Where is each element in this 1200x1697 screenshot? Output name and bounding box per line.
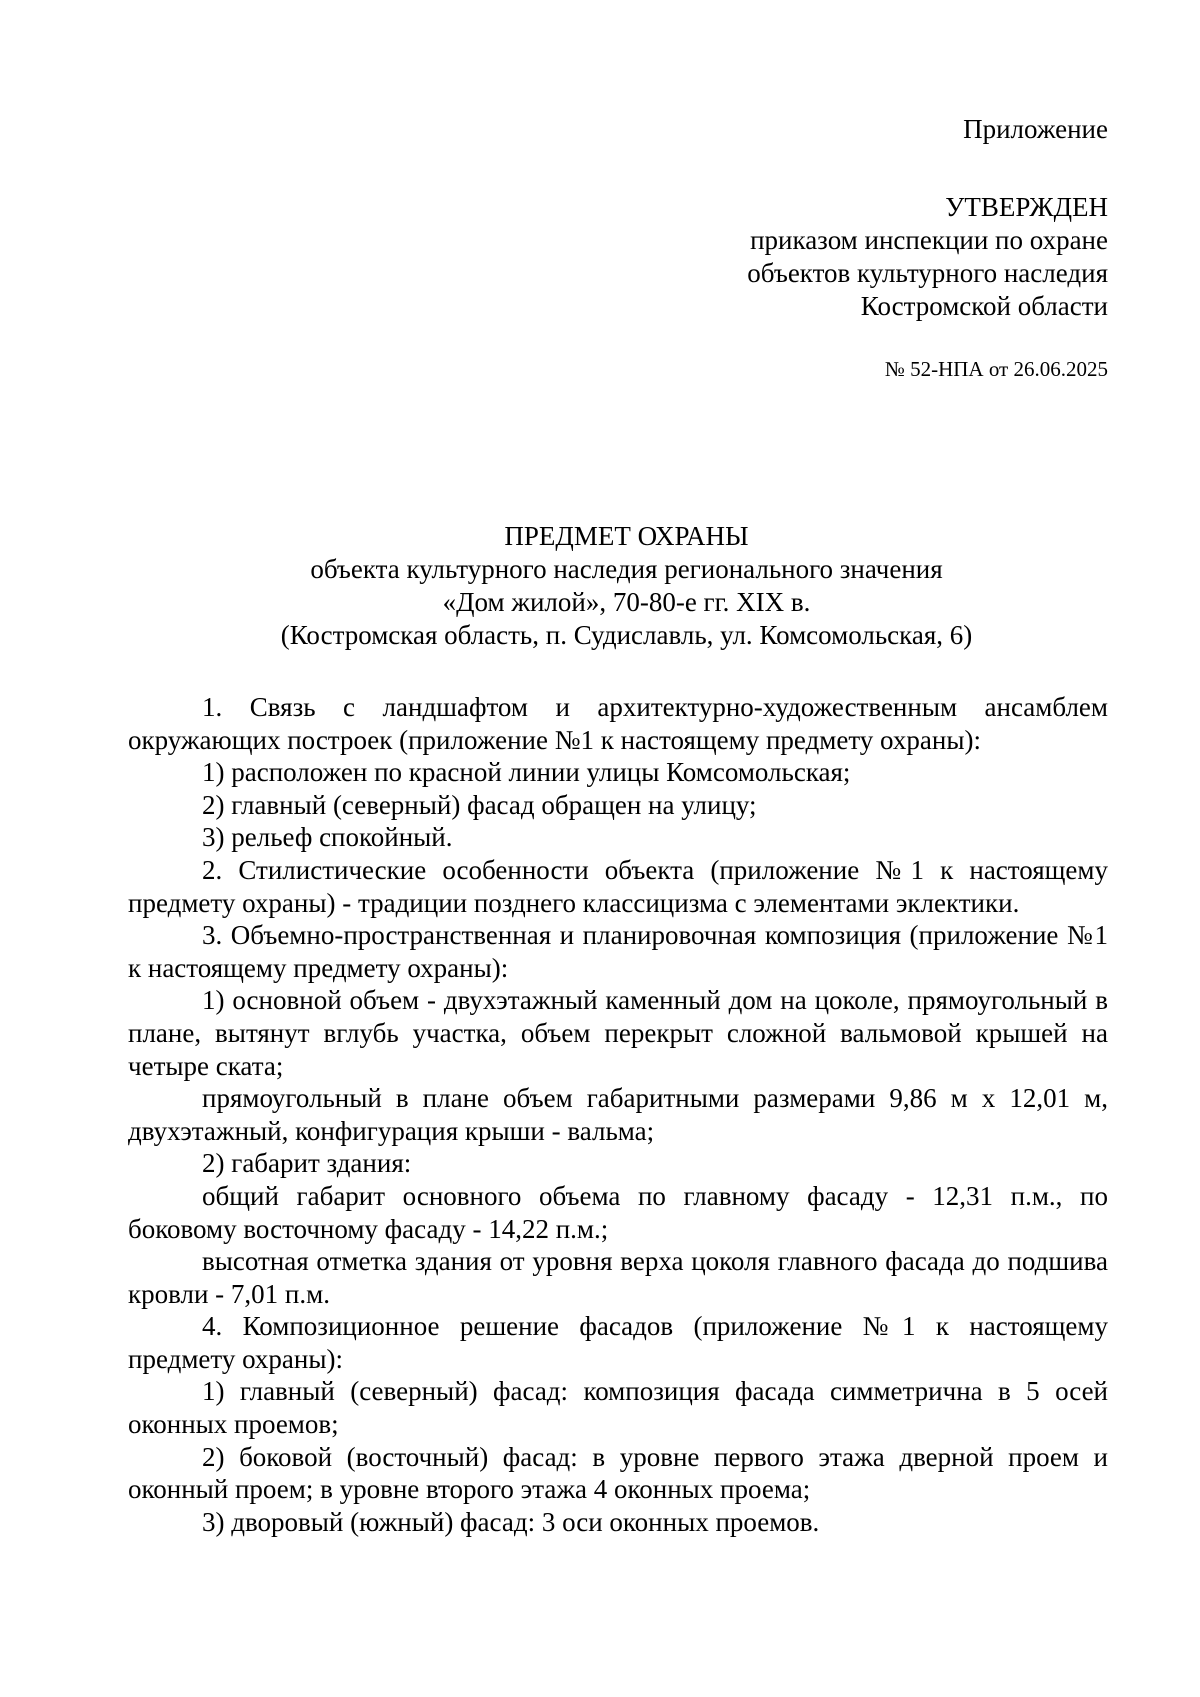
paragraph: высотная отметка здания от уровня верха цоколя главного фасада до подшива кровли - 7,01 п.м.	[128, 1246, 1108, 1309]
paragraph: 4. Композиционное решение фасадов (приложение №1 к настоящему предмету охраны):	[128, 1311, 1108, 1374]
paragraph: 1. Связь с ландшафтом и архитектурно-художественным ансамблем окружающих построек (приложение №1 к настоящему предмету охраны):	[128, 692, 1108, 755]
paragraph: 2) главный (северный) фасад обращен на улицу;	[202, 789, 757, 820]
document-title: ПРЕДМЕТ ОХРАНЫ	[504, 521, 749, 551]
approved-line: объектов культурного наследия	[747, 258, 1108, 288]
paragraph: 1) основной объем - двухэтажный каменный дом на цоколе, прямоугольный в плане, вытянут вглубь участка, объем перекрыт сложной вальмовой крышей на четыре ската;	[128, 985, 1108, 1081]
title-line: «Дом жилой», 70-80-е гг. XIX в.	[442, 587, 811, 617]
approved-line: приказом инспекции по охране	[750, 225, 1108, 255]
appendix-label: Приложение	[963, 114, 1108, 144]
paragraph: 3. Объемно-пространственная и планировочная композиция (приложение №1 к настоящему предмету охраны):	[128, 920, 1108, 983]
document-body	[128, 691, 1108, 1538]
paragraph: 2) габарит здания:	[202, 1148, 412, 1179]
order-number: № 52-НПА от 26.06.2025	[884, 357, 1108, 381]
document-title-block	[0, 520, 1200, 652]
paragraph: 1) расположен по красной линии улицы Комсомольская;	[202, 757, 851, 788]
paragraph: прямоугольный в плане объем габаритными размерами 9,86 м х 12,01 м, двухэтажный, конфигурация крыши - вальма;	[128, 1083, 1108, 1146]
paragraph: 1) главный (северный) фасад: композиция фасада симметрична в 5 осей оконных проемов;	[128, 1376, 1108, 1440]
paragraph: 2. Стилистические особенности объекта (приложение №1 к настоящему предмету охраны) - традиции позднего классицизма с элементами эклектики.	[128, 854, 1108, 918]
paragraph: общий габарит основного объема по главному фасаду - 12,31 п.м., по боковому восточному фасаду - 14,22 п.м.;	[128, 1180, 1108, 1244]
paragraph: 3) рельеф спокойный.	[202, 822, 453, 853]
paragraph: 2) боковой (восточный) фасад: в уровне первого этажа дверной проем и оконный проем; в уровне второго этажа 4 оконных проема;	[128, 1441, 1108, 1505]
approved-title: УТВЕРЖДЕН	[945, 192, 1108, 222]
title-line: объекта культурного наследия регионального значения	[310, 554, 943, 584]
approval-block	[747, 191, 1108, 323]
paragraph: 3) дворовый (южный) фасад: 3 оси оконных проемов.	[202, 1506, 820, 1537]
approved-line: Костромской области	[860, 291, 1108, 321]
title-line: (Костромская область, п. Судиславль, ул. Комсомольская, 6)	[280, 620, 973, 650]
